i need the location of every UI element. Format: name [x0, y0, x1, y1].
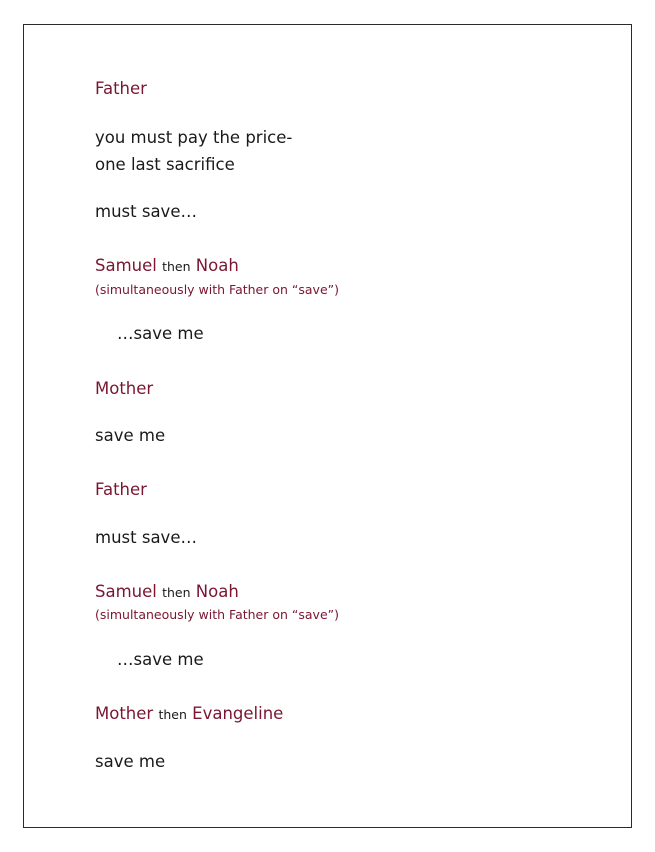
speaker-group [95, 704, 283, 725]
speaker-group [95, 256, 239, 277]
lyric-line: save me [95, 426, 166, 445]
speaker-joiner: then [162, 585, 191, 600]
speaker-joiner: then [158, 707, 187, 722]
speaker-samuel: Samuel [95, 256, 157, 275]
speaker-joiner: then [162, 259, 191, 274]
speaker-father: Father [95, 480, 147, 499]
lyric-line: must save… [95, 202, 197, 221]
lyric-line: must save… [95, 528, 197, 547]
speaker-noah: Noah [195, 582, 239, 601]
stage-direction: (simultaneously with Father on “save”) [95, 282, 339, 297]
speaker-mother: Mother [95, 704, 154, 723]
speaker-group [95, 582, 239, 603]
speaker-samuel: Samuel [95, 582, 157, 601]
script-page [23, 24, 632, 828]
lyric-line: one last sacrifice [95, 155, 235, 174]
speaker-evangeline: Evangeline [192, 704, 284, 723]
stage-direction: (simultaneously with Father on “save”) [95, 607, 339, 622]
speaker-noah: Noah [195, 256, 239, 275]
lyric-line: you must pay the price- [95, 128, 293, 147]
lyric-line: save me [95, 752, 166, 771]
lyric-line: …save me [117, 650, 204, 669]
speaker-father: Father [95, 79, 147, 98]
lyric-line: …save me [117, 324, 204, 343]
speaker-mother: Mother [95, 379, 154, 398]
